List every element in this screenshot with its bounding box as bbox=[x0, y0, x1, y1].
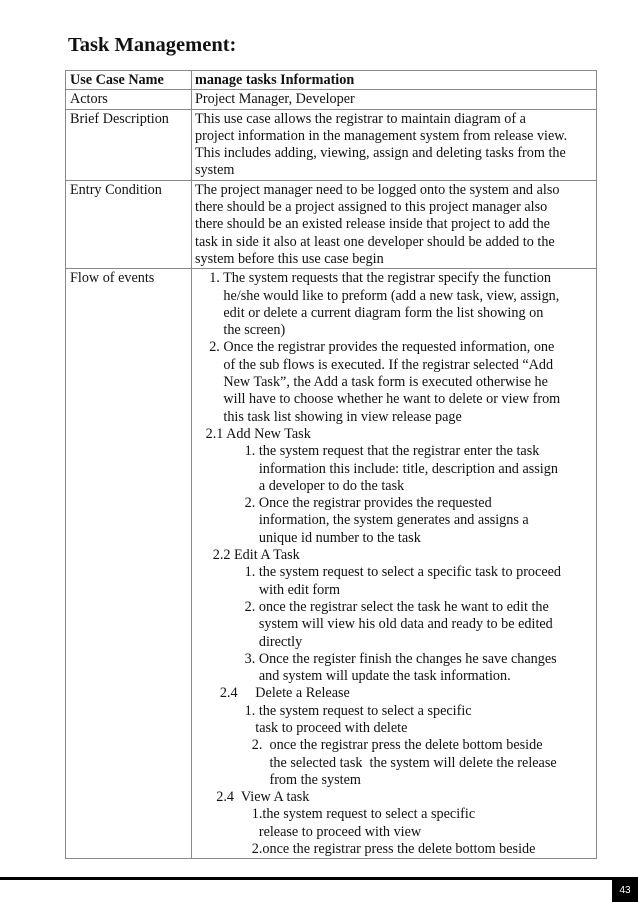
text-line: 2.4 View A task bbox=[195, 789, 310, 806]
use-case-table bbox=[65, 70, 597, 859]
text-line: project information in the management system from release view. bbox=[195, 127, 568, 144]
brief-description-label: Brief Description bbox=[66, 109, 192, 180]
text-line: New Task”, the Add a task form is executed otherwise he bbox=[195, 374, 548, 391]
text-line: of the sub flows is executed. If the registrar selected “Add bbox=[195, 356, 554, 373]
text-line: 2. Once the registrar provides the requested bbox=[195, 495, 492, 512]
text-line: 2.once the registrar press the delete bottom beside bbox=[195, 841, 536, 858]
text-line: 2.4 Delete a Release bbox=[195, 685, 350, 702]
flow-of-events-value bbox=[192, 269, 597, 859]
footer-divider bbox=[0, 877, 638, 880]
entry-condition-value bbox=[192, 180, 597, 268]
text-line: task in side it also at least one developer should be added to the bbox=[195, 233, 555, 250]
text-line: 2.1 Add New Task bbox=[195, 425, 311, 442]
text-line: unique id number to the task bbox=[195, 529, 421, 546]
text-line: and system will update the task information. bbox=[195, 668, 511, 685]
text-line: 2. Once the registrar provides the requested information, one bbox=[195, 339, 555, 356]
actors-value bbox=[192, 90, 597, 109]
text-line: this task list showing in view release page bbox=[195, 408, 462, 425]
text-line: The project manager need to be logged onto the system and also bbox=[195, 181, 560, 198]
text-line: Project Manager, Developer bbox=[195, 91, 355, 108]
text-line: directly bbox=[195, 633, 303, 650]
text-line: This includes adding, viewing, assign and deleting tasks from the bbox=[195, 145, 566, 162]
text-line: there should be an existed release inside that project to add the bbox=[195, 216, 550, 233]
text-line: system before this use case begin bbox=[195, 250, 384, 267]
actors-label: Actors bbox=[66, 90, 192, 109]
text-line: there should be a project assigned to this project manager also bbox=[195, 199, 548, 216]
text-line: system bbox=[195, 162, 235, 179]
table-row bbox=[66, 180, 597, 268]
text-line: This use case allows the registrar to maintain diagram of a bbox=[195, 110, 526, 127]
text-line: system will view his old data and ready to be edited bbox=[195, 616, 553, 633]
text-line: with edit form bbox=[195, 581, 341, 598]
table-row bbox=[66, 90, 597, 109]
text-line: information, the system generates and assigns a bbox=[195, 512, 529, 529]
table-row bbox=[66, 109, 597, 180]
text-line: 1.the system request to select a specific bbox=[195, 806, 476, 823]
text-line: information this include: title, description and assign bbox=[195, 460, 558, 477]
use-case-name-label: Use Case Name bbox=[66, 71, 192, 90]
text-line: 2. once the registrar press the delete bottom beside bbox=[195, 737, 543, 754]
entry-condition-label: Entry Condition bbox=[66, 180, 192, 268]
table-row bbox=[66, 71, 597, 90]
text-line: 1. The system requests that the registrar specify the function bbox=[195, 270, 551, 287]
text-line: 3. Once the register finish the changes he save changes bbox=[195, 650, 557, 667]
text-line: from the system bbox=[195, 771, 361, 788]
text-line: will have to choose whether he want to delete or view from bbox=[195, 391, 561, 408]
use-case-name-value: manage tasks Information bbox=[192, 71, 597, 90]
text-line: 2.2 Edit A Task bbox=[195, 547, 300, 564]
text-line: 1. the system request to select a specific task to proceed bbox=[195, 564, 562, 581]
text-line: a developer to do the task bbox=[195, 477, 405, 494]
text-line: 1. the system request that the registrar enter the task bbox=[195, 443, 540, 460]
text-line: edit or delete a current diagram form the list showing on bbox=[195, 304, 544, 321]
text-line: 1. the system request to select a specific bbox=[195, 702, 472, 719]
text-line: the selected task the system will delete the release bbox=[195, 754, 557, 771]
table-row bbox=[66, 269, 597, 859]
text-line: task to proceed with delete bbox=[195, 719, 408, 736]
flow-of-events-label: Flow of events bbox=[66, 269, 192, 859]
text-line: the screen) bbox=[195, 322, 286, 339]
text-line: he/she would like to preform (add a new task, view, assign, bbox=[195, 287, 560, 304]
brief-description-value bbox=[192, 109, 597, 180]
section-title: Task Management: bbox=[68, 34, 237, 56]
page-number: 43 bbox=[612, 880, 638, 902]
text-line: 2. once the registrar select the task he want to edit the bbox=[195, 598, 549, 615]
text-line: release to proceed with view bbox=[195, 823, 422, 840]
